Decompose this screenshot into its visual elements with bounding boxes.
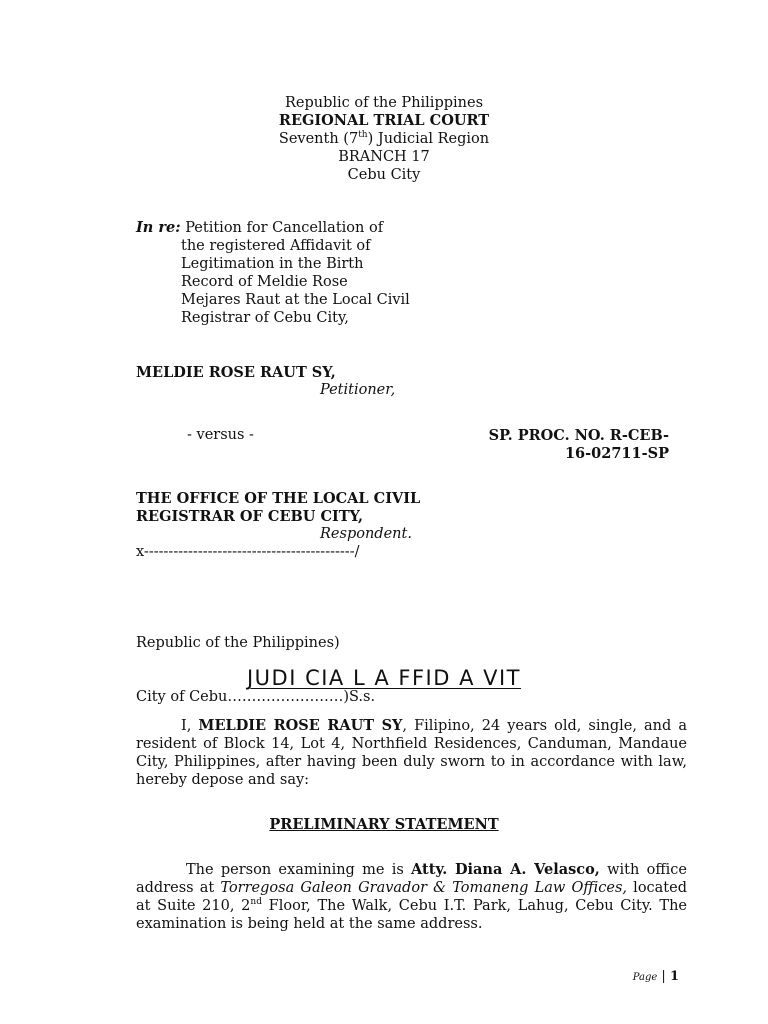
section-heading: [0, 816, 768, 833]
in-re-line: the registered Affidavit of: [181, 238, 371, 254]
page-number: 1: [669, 969, 679, 984]
caption-region-post: ) Judicial Region: [367, 131, 490, 147]
caption-branch: BRANCH 17: [338, 149, 430, 165]
in-re-line: Record of Meldie Rose: [181, 274, 348, 290]
examiner-post1: located at Suite 210, 2: [136, 880, 688, 914]
respondent-name: [136, 490, 420, 526]
page-label: Page: [632, 972, 658, 983]
in-re-block: [136, 219, 417, 327]
in-re-first-text: Petition for Cancellation of: [185, 220, 384, 236]
in-re-label: In re:: [136, 219, 181, 236]
section-heading-text: PRELIMINARY STATEMENT: [269, 816, 499, 833]
respondent-line2: REGISTRAR OF CEBU CITY,: [136, 508, 364, 525]
in-re-line: Registrar of Cebu City,: [181, 310, 349, 326]
examiner-pre: The person examining me is: [186, 862, 412, 878]
caption-region-sup: th: [358, 130, 368, 141]
caption-region: [0, 130, 768, 148]
in-re-line: Mejares Raut at the Local Civil: [181, 292, 410, 308]
petitioner-role: Petitioner,: [320, 382, 396, 398]
caption-court: REGIONAL TRIAL COURT: [278, 112, 490, 129]
intro-pre: I,: [181, 718, 199, 734]
page-footer: [560, 969, 679, 984]
respondent-line1: THE OFFICE OF THE LOCAL CIVIL: [136, 490, 421, 507]
document-title-text: JUDI CIA L A FFID A VIT: [246, 666, 522, 690]
intro-name: MELDIE ROSE RAUT SY: [198, 717, 403, 734]
examiner-mid: with office address at: [136, 862, 687, 896]
caption-republic: Republic of the Philippines: [284, 95, 484, 111]
versus-label: - versus -: [187, 427, 254, 443]
petitioner-name: MELDIE ROSE RAUT SY,: [136, 364, 336, 381]
examiner-paragraph: [136, 861, 687, 933]
caption-region-pre: Seventh (7: [278, 131, 359, 147]
in-re-line: Legitimation in the Birth: [181, 256, 364, 272]
in-re-first-line: [136, 219, 417, 237]
case-number: [450, 427, 669, 463]
venue-line1: Republic of the Philippines): [136, 635, 340, 651]
caption-divider: x-------------------------------------------/: [136, 544, 360, 560]
examiner-firm: Torregosa Galeon Gravador & Tomaneng Law Offices,: [220, 880, 628, 896]
case-number-line2: 16-02711-SP: [564, 445, 669, 462]
venue-line2: City of Cebu……………………)S.s.: [136, 689, 376, 705]
page-separator: |: [657, 969, 670, 984]
venue-block: [136, 598, 375, 724]
examiner-post2: Floor, The Walk, Cebu I.T. Park, Lahug, Cebu City. The examination is being held at the same address.: [136, 898, 687, 932]
document-title: [0, 666, 768, 690]
intro-paragraph: [136, 717, 687, 789]
caption-city: Cebu City: [347, 167, 421, 183]
court-caption: [0, 94, 768, 184]
case-number-line1: SP. PROC. NO. R-CEB-: [488, 427, 669, 444]
intro-post: , Filipino, 24 years old, single, and a resident of Block 14, Lot 4, Northfield Residences, Canduman, Mandaue City, Philippines, after having been duly sworn to in accordance with law, hereby depose and say:: [136, 718, 687, 788]
respondent-role: Respondent.: [320, 526, 412, 542]
examiner-name: Atty. Diana A. Velasco,: [411, 861, 600, 878]
examiner-sup: nd: [250, 897, 262, 908]
